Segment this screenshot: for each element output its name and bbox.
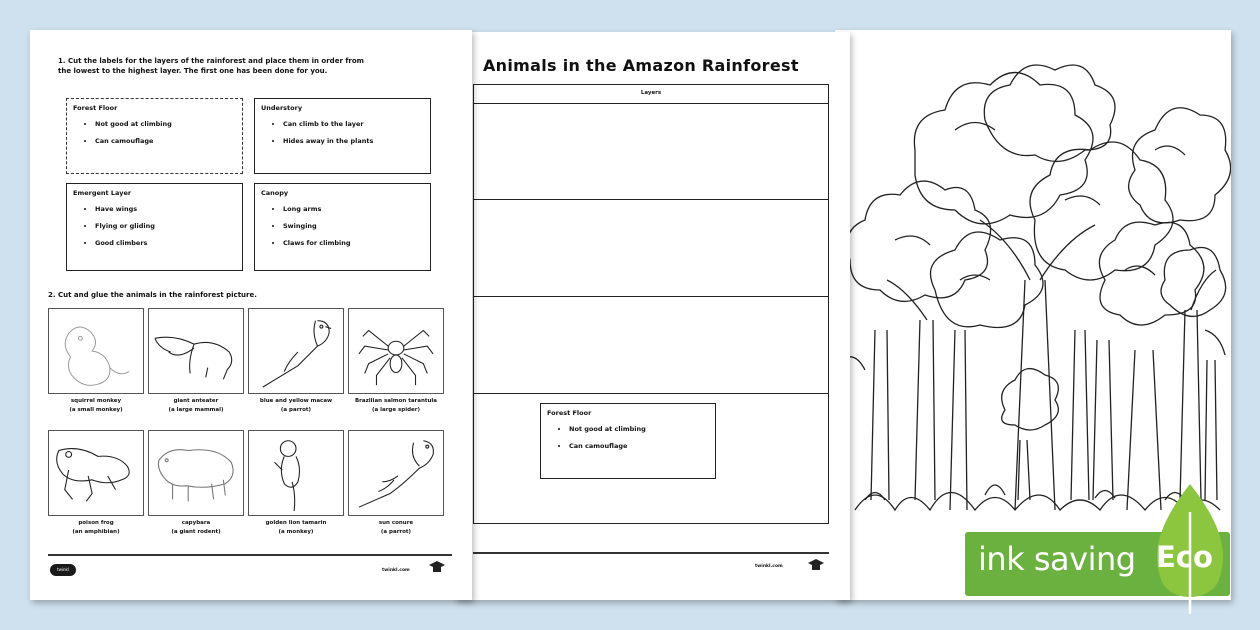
graduation-cap-icon bbox=[807, 558, 825, 572]
worksheet-page-1 bbox=[30, 30, 472, 600]
animal-caption: blue and yellow macaw (a parrot) bbox=[259, 398, 333, 413]
animal-caption: Brazilian salmon tarantula (a large spider) bbox=[354, 398, 438, 413]
label-point: • Not good at climbing bbox=[569, 425, 709, 433]
label-box-emergent bbox=[66, 183, 243, 271]
sun-conure-image bbox=[348, 430, 444, 516]
label-point: • Can camouflage bbox=[569, 442, 709, 450]
footer-url: twinkl.com bbox=[382, 568, 410, 573]
question-2: 2. Cut and glue the animals in the rainforest picture. bbox=[48, 291, 257, 299]
layers-table-header: Layers bbox=[474, 85, 828, 104]
animal-caption: giant anteater (a large mammal) bbox=[168, 398, 224, 413]
label-title: Forest Floor bbox=[73, 104, 118, 112]
tarantula-image bbox=[348, 308, 444, 394]
ink-saving-text: ink saving bbox=[978, 540, 1136, 578]
footer-url: twinkl.com bbox=[755, 564, 783, 569]
label-title: Understory bbox=[261, 104, 303, 112]
label-point: • Flying or gliding bbox=[95, 222, 236, 230]
worksheet-page-2 bbox=[455, 32, 850, 600]
layers-table bbox=[473, 84, 829, 524]
label-point: • Long arms bbox=[283, 205, 424, 213]
label-title: Emergent Layer bbox=[73, 189, 132, 197]
footer-divider bbox=[473, 552, 829, 554]
label-box-canopy bbox=[254, 183, 431, 271]
twinkl-logo: twinkl bbox=[50, 564, 76, 576]
label-point: • Have wings bbox=[95, 205, 236, 213]
golden-lion-tamarin-image bbox=[248, 430, 344, 516]
animal-caption: sun conure (a parrot) bbox=[378, 520, 414, 535]
label-point: • Can camouflage bbox=[95, 137, 236, 145]
squirrel-monkey-image bbox=[48, 308, 144, 394]
label-point: • Claws for climbing bbox=[283, 239, 424, 247]
layer-row bbox=[474, 103, 828, 200]
capybara-image bbox=[148, 430, 244, 516]
label-box-understory bbox=[254, 98, 431, 174]
label-point: • Can climb to the layer bbox=[283, 120, 424, 128]
animal-caption: poison frog (an amphibian) bbox=[72, 520, 120, 535]
eco-label: Eco bbox=[1156, 540, 1213, 574]
label-point: • Good climbers bbox=[95, 239, 236, 247]
graduation-cap-icon bbox=[428, 560, 446, 574]
question-1: 1. Cut the labels for the layers of the rainforest and place them in order from the lowest to the highest layer. The first one has been done for you. bbox=[58, 57, 364, 75]
animal-caption: golden lion tamarin (a monkey) bbox=[265, 520, 327, 535]
label-title: Canopy bbox=[261, 189, 289, 197]
macaw-image bbox=[248, 308, 344, 394]
forest-floor-label bbox=[540, 403, 716, 479]
label-point: • Not good at climbing bbox=[95, 120, 236, 128]
label-point: • Swinging bbox=[283, 222, 424, 230]
animal-caption: capybara (a giant rodent) bbox=[171, 520, 221, 535]
animal-caption: squirrel monkey (a small monkey) bbox=[69, 398, 123, 413]
layer-row bbox=[474, 297, 828, 394]
label-title: Forest Floor bbox=[547, 409, 592, 417]
label-box-forest-floor bbox=[66, 98, 243, 174]
footer-divider bbox=[48, 554, 452, 556]
label-point: • Hides away in the plants bbox=[283, 137, 424, 145]
layer-row bbox=[474, 200, 828, 297]
worksheet-title: Animals in the Amazon Rainforest bbox=[483, 56, 799, 75]
giant-anteater-image bbox=[148, 308, 244, 394]
poison-frog-image bbox=[48, 430, 144, 516]
